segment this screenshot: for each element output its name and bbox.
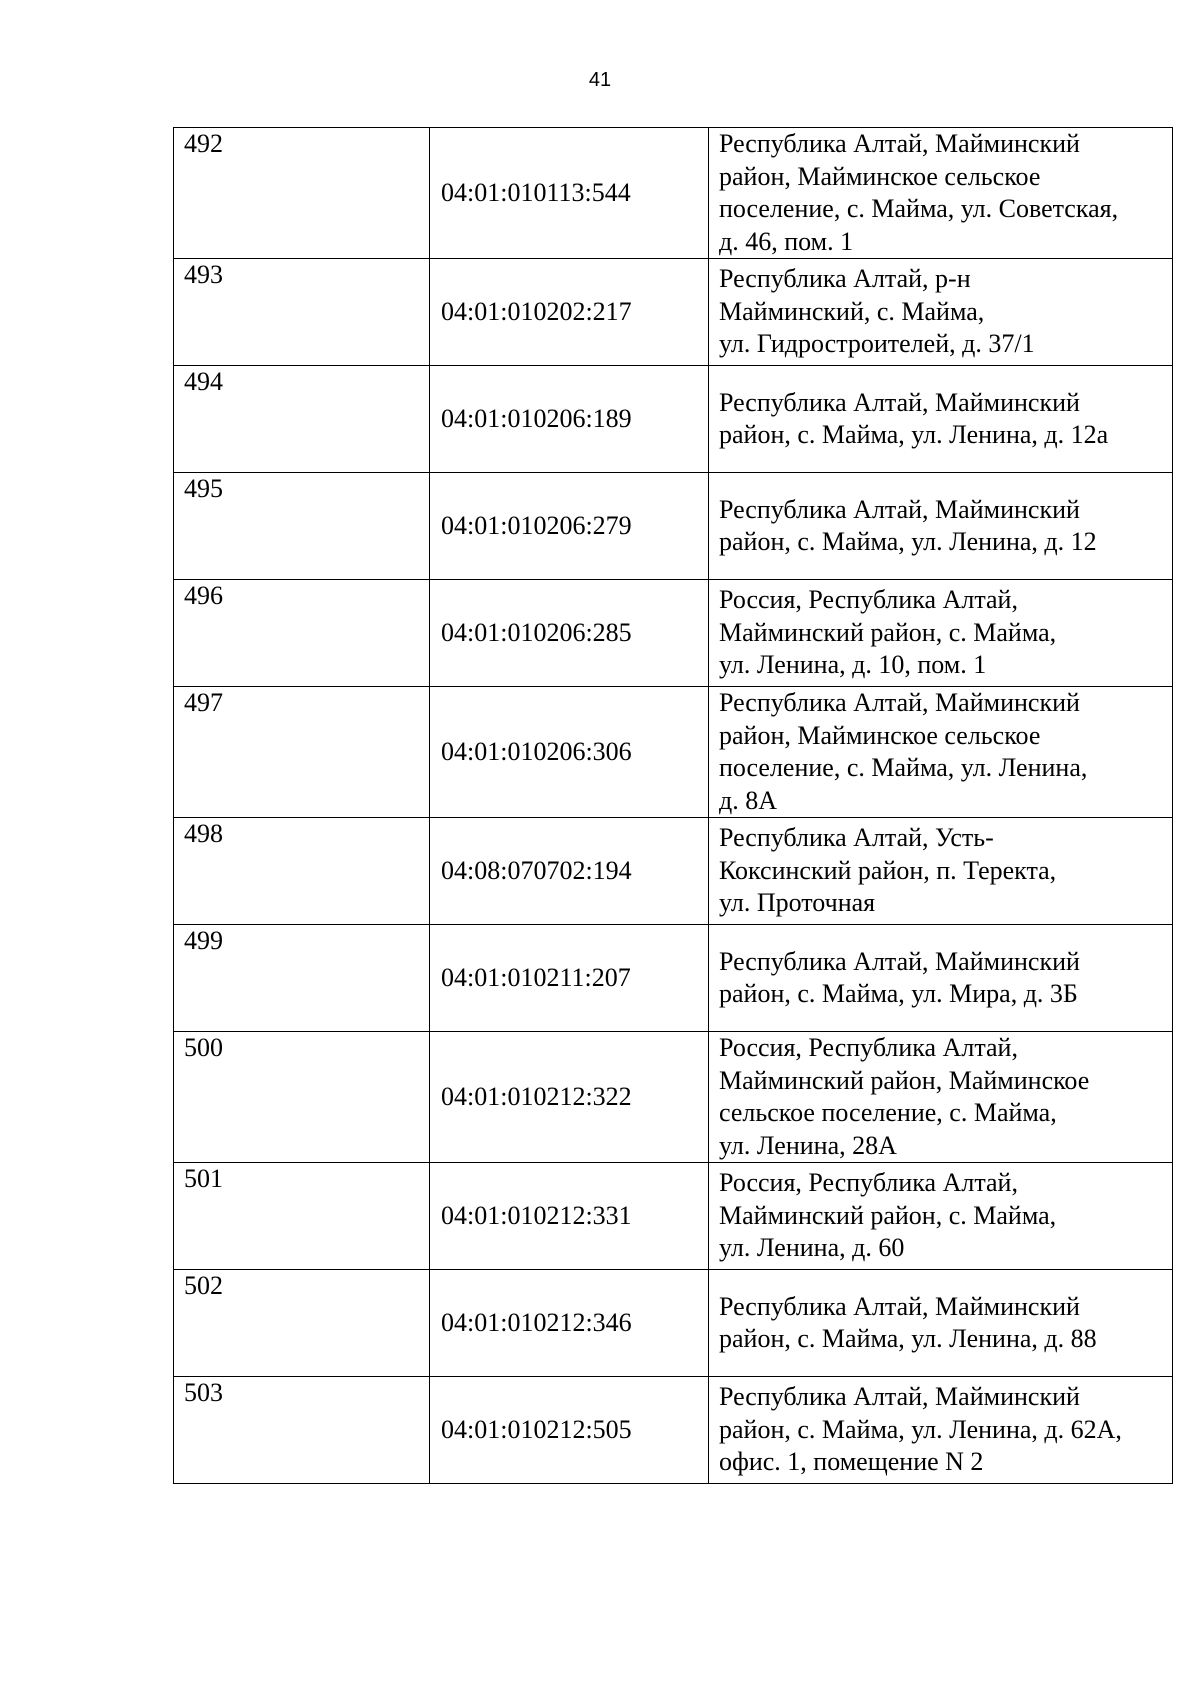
row-number-cell: 499: [174, 925, 430, 1032]
cadastral-number-cell: 04:01:010206:306: [430, 687, 709, 818]
table-row: [174, 366, 1173, 473]
table-row: [174, 473, 1173, 580]
table-row: [174, 1032, 1173, 1163]
address-cell: Республика Алтай, Майминский район, Майминское сельское поселение, с. Майма, ул. Ленина, д. 8А: [709, 687, 1173, 818]
table-row: [174, 1377, 1173, 1484]
address-cell: Республика Алтай, Майминский район, с. Майма, ул. Ленина, д. 88: [709, 1270, 1173, 1377]
cadastral-number-cell: 04:01:010212:346: [430, 1270, 709, 1377]
row-number-cell: 493: [174, 259, 430, 366]
cadastral-number-cell: 04:01:010202:217: [430, 259, 709, 366]
table-row: [174, 580, 1173, 687]
address-cell: Республика Алтай, Майминский район, с. Майма, ул. Ленина, д. 12а: [709, 366, 1173, 473]
table-body: [174, 128, 1173, 1484]
cadastral-number-cell: 04:01:010206:279: [430, 473, 709, 580]
table-row: [174, 128, 1173, 259]
address-cell: Республика Алтай, Майминский район, с. Майма, ул. Мира, д. 3Б: [709, 925, 1173, 1032]
table-row: [174, 925, 1173, 1032]
address-cell: Республика Алтай, Усть- Коксинский район, п. Теректа, ул. Проточная: [709, 818, 1173, 925]
table-row: [174, 687, 1173, 818]
cadastral-number-cell: 04:01:010206:285: [430, 580, 709, 687]
address-cell: Россия, Республика Алтай, Майминский район, Майминское сельское поселение, с. Майма, ул. Ленина, 28А: [709, 1032, 1173, 1163]
address-cell: Россия, Республика Алтай, Майминский район, с. Майма, ул. Ленина, д. 60: [709, 1163, 1173, 1270]
row-number-cell: 501: [174, 1163, 430, 1270]
table-row: [174, 818, 1173, 925]
row-number-cell: 500: [174, 1032, 430, 1163]
cadastral-number-cell: 04:01:010206:189: [430, 366, 709, 473]
row-number-cell: 502: [174, 1270, 430, 1377]
table-row: [174, 1270, 1173, 1377]
cadastral-number-cell: 04:01:010212:322: [430, 1032, 709, 1163]
property-registry-table: [173, 127, 1173, 1484]
cadastral-number-cell: 04:01:010212:331: [430, 1163, 709, 1270]
address-cell: Республика Алтай, Майминский район, Майминское сельское поселение, с. Майма, ул. Советская, д. 46, пом. 1: [709, 128, 1173, 259]
table-row: [174, 259, 1173, 366]
row-number-cell: 492: [174, 128, 430, 259]
address-cell: Республика Алтай, Майминский район, с. Майма, ул. Ленина, д. 62А, офис. 1, помещение N 2: [709, 1377, 1173, 1484]
row-number-cell: 494: [174, 366, 430, 473]
address-cell: Республика Алтай, р-н Майминский, с. Майма, ул. Гидростроителей, д. 37/1: [709, 259, 1173, 366]
address-cell: Республика Алтай, Майминский район, с. Майма, ул. Ленина, д. 12: [709, 473, 1173, 580]
cadastral-number-cell: 04:08:070702:194: [430, 818, 709, 925]
address-cell: Россия, Республика Алтай, Майминский район, с. Майма, ул. Ленина, д. 10, пом. 1: [709, 580, 1173, 687]
row-number-cell: 498: [174, 818, 430, 925]
cadastral-number-cell: 04:01:010211:207: [430, 925, 709, 1032]
row-number-cell: 497: [174, 687, 430, 818]
cadastral-number-cell: 04:01:010212:505: [430, 1377, 709, 1484]
cadastral-number-cell: 04:01:010113:544: [430, 128, 709, 259]
table-row: [174, 1163, 1173, 1270]
row-number-cell: 496: [174, 580, 430, 687]
row-number-cell: 503: [174, 1377, 430, 1484]
row-number-cell: 495: [174, 473, 430, 580]
page-number: 41: [588, 69, 612, 91]
